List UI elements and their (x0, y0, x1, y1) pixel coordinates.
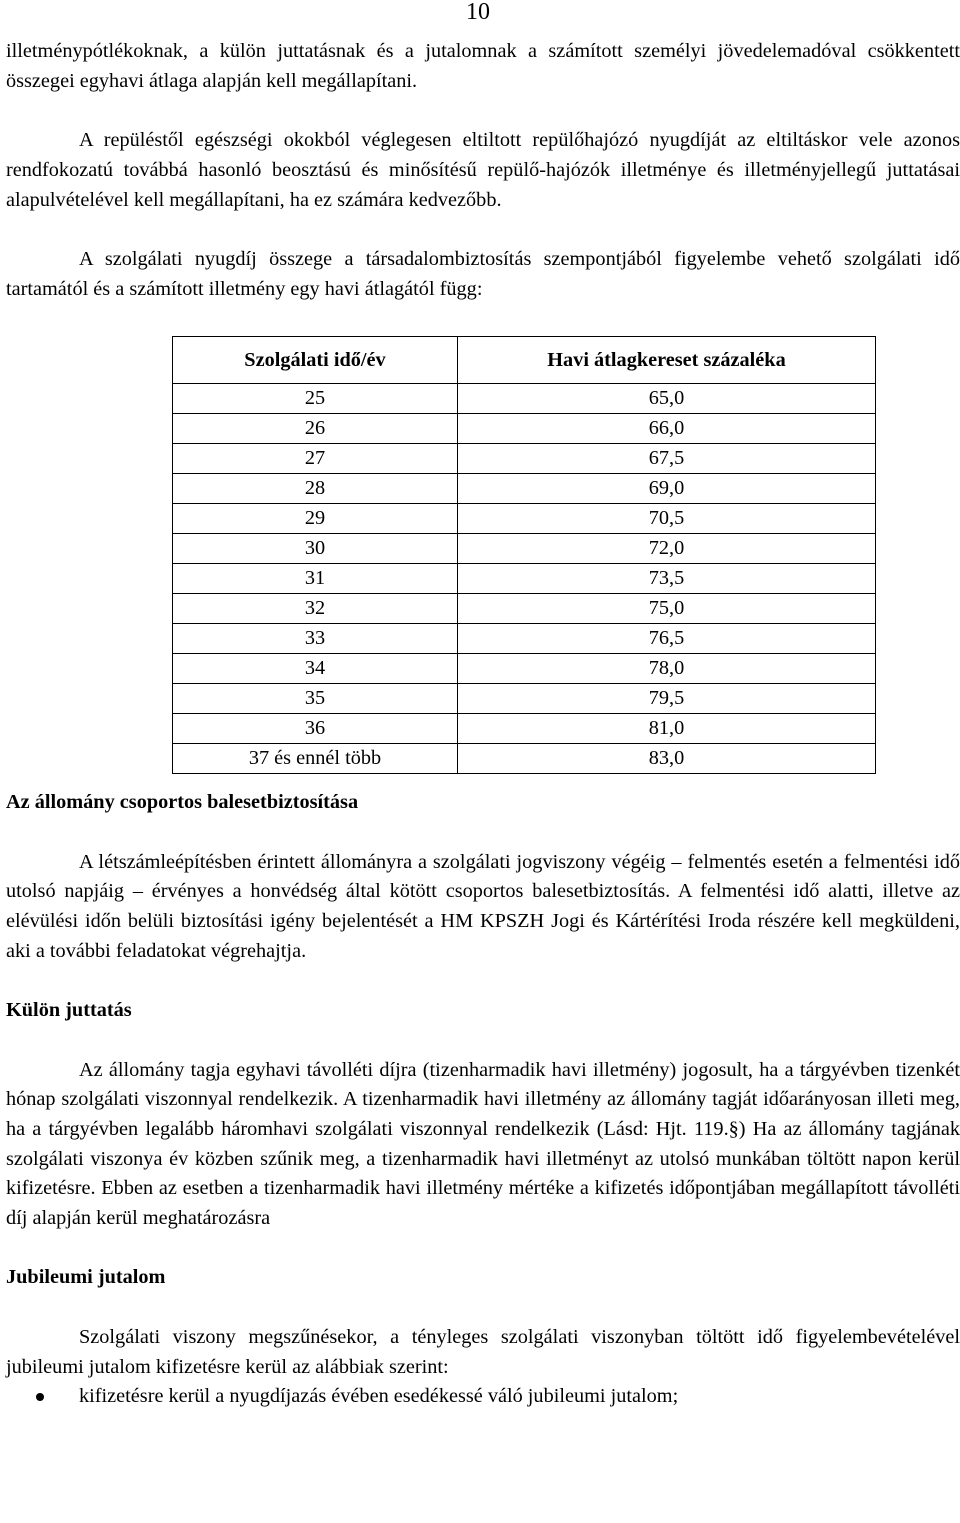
table-cell-years: 29 (173, 504, 458, 534)
table-header-row (173, 337, 876, 384)
table-cell-percent: 83,0 (458, 744, 876, 774)
spacer (6, 1234, 960, 1264)
spacer (6, 1026, 960, 1056)
table-cell-percent: 81,0 (458, 714, 876, 744)
paragraph-repulohajozo: A repüléstől egészségi okokból véglegesen eltiltott repülőhajózó nyugdíját az eltiltáskor vele azonos rendfokozatú továbbá hasonló beosztású és minősítésű repülő-hajózók illetménye és illetményjellegű juttatásai alapulvételével kell megállapítani, ha ez számára kedvezőbb. (6, 129, 960, 211)
table-cell-percent: 78,0 (458, 654, 876, 684)
table-cell-years: 26 (173, 414, 458, 444)
paragraph-szolgalati-nyugdij: A szolgálati nyugdíj összege a társadalombiztosítás szempontjából figyelembe vehető szolgálati idő tartamától és a számított illetmény egy havi átlagától függ: (6, 247, 960, 300)
table-cell-percent: 79,5 (458, 684, 876, 714)
table-cell-percent: 73,5 (458, 564, 876, 594)
table-row (173, 444, 876, 474)
section-heading-kulon-juttatas: Külön juttatás (6, 999, 132, 1022)
table-row (173, 564, 876, 594)
table-row (173, 474, 876, 504)
table-cell-years: 25 (173, 384, 458, 414)
table-cell-percent: 66,0 (458, 414, 876, 444)
paragraph-kulon-juttatas: Az állomány tagja egyhavi távolléti díjra (tizenharmadik havi illetmény) jogosult, ha a tárgyévben tizenkét hónap szolgálati viszonnyal rendelkezik. A tizenharmadik havi illetmény az állomány tagját időarányosan illeti meg, ha a tárgyévben legalább háromhavi szolgálati viszonnyal rendelkezik (Lásd: Hjt. 119.§) Ha az állomány tagjának szolgálati viszonya év közben szűnik meg, a tizenharmadik havi illetményt az utolsó munkában töltött napon kerül kifizetésre. Ebben az esetben a tizenharmadik havi illetmény mértéke a kifizetés időpontjában megállapított távolléti díj alapján kerül meghatározásra (6, 1058, 960, 1230)
section-heading-balesetbiztositas: Az állomány csoportos balesetbiztosítása (6, 791, 359, 814)
spacer (6, 96, 960, 126)
table-cell-years: 28 (173, 474, 458, 504)
table-cell-years: 32 (173, 594, 458, 624)
table-header-percentage: Havi átlagkereset százaléka (458, 337, 876, 384)
table-row (173, 684, 876, 714)
table-cell-percent: 70,5 (458, 504, 876, 534)
table-cell-percent: 65,0 (458, 384, 876, 414)
table-row (173, 384, 876, 414)
spacer (6, 818, 960, 848)
table-cell-percent: 76,5 (458, 624, 876, 654)
table-row (173, 504, 876, 534)
table-row (173, 594, 876, 624)
table-row (173, 534, 876, 564)
list-item-text: kifizetésre kerül a nyugdíjazás évében esedékessé váló jubileumi jutalom; (79, 1385, 679, 1408)
paragraph-jubileumi-jutalom: Szolgálati viszony megszűnésekor, a tényleges szolgálati viszonyban töltött idő figyelembevételével jubileumi jutalom kifizetésre kerül az alábbiak szerint: (6, 1325, 960, 1378)
bullet-dot-icon (36, 1393, 44, 1401)
jubileumi-bullet-list (6, 1382, 960, 1412)
table-cell-years: 37 és ennél több (173, 744, 458, 774)
table-cell-percent: 67,5 (458, 444, 876, 474)
document-body (6, 37, 960, 1412)
table-header-service-years: Szolgálati idő/év (173, 337, 458, 384)
table-row (173, 714, 876, 744)
table-cell-years: 30 (173, 534, 458, 564)
table-cell-years: 36 (173, 714, 458, 744)
spacer (6, 967, 960, 997)
table-row (173, 624, 876, 654)
paragraph-balesetbiztositas: A létszámleépítésben érintett állományra a szolgálati jogviszony végéig – felmentés esetén a felmentési idő utolsó napjáig – érvényes a honvédség által kötött csoportos balesetbiztosítás. A felmentési idő alatti, illetve az elévülési időn belüli biztosítási igény bejelentését a HM KPSZH Jogi és Kártérítési Iroda részére kell megküldeni, aki a további feladatokat végrehajtja. (6, 850, 960, 962)
table-cell-years: 33 (173, 624, 458, 654)
section-heading-jubileumi-jutalom: Jubileumi jutalom (6, 1266, 166, 1289)
page-number: 10 (466, 0, 490, 25)
table-cell-percent: 75,0 (458, 594, 876, 624)
paragraph-illetmeny-atlag: illetménypótlékoknak, a külön juttatásnak és a jutalomnak a számított személyi jövedelemadóval csökkentett összegei egyhavi átlaga alapján kell megállapítani. (6, 40, 960, 92)
table-row (173, 414, 876, 444)
table-cell-percent: 69,0 (458, 474, 876, 504)
table-cell-years: 27 (173, 444, 458, 474)
spacer (6, 215, 960, 245)
table-cell-years: 34 (173, 654, 458, 684)
table-cell-years: 35 (173, 684, 458, 714)
table-cell-years: 31 (173, 564, 458, 594)
table-cell-percent: 72,0 (458, 534, 876, 564)
pension-percentage-table (172, 336, 876, 774)
table-row (173, 744, 876, 774)
table-row (173, 654, 876, 684)
list-item (6, 1382, 960, 1412)
spacer (6, 1293, 960, 1323)
